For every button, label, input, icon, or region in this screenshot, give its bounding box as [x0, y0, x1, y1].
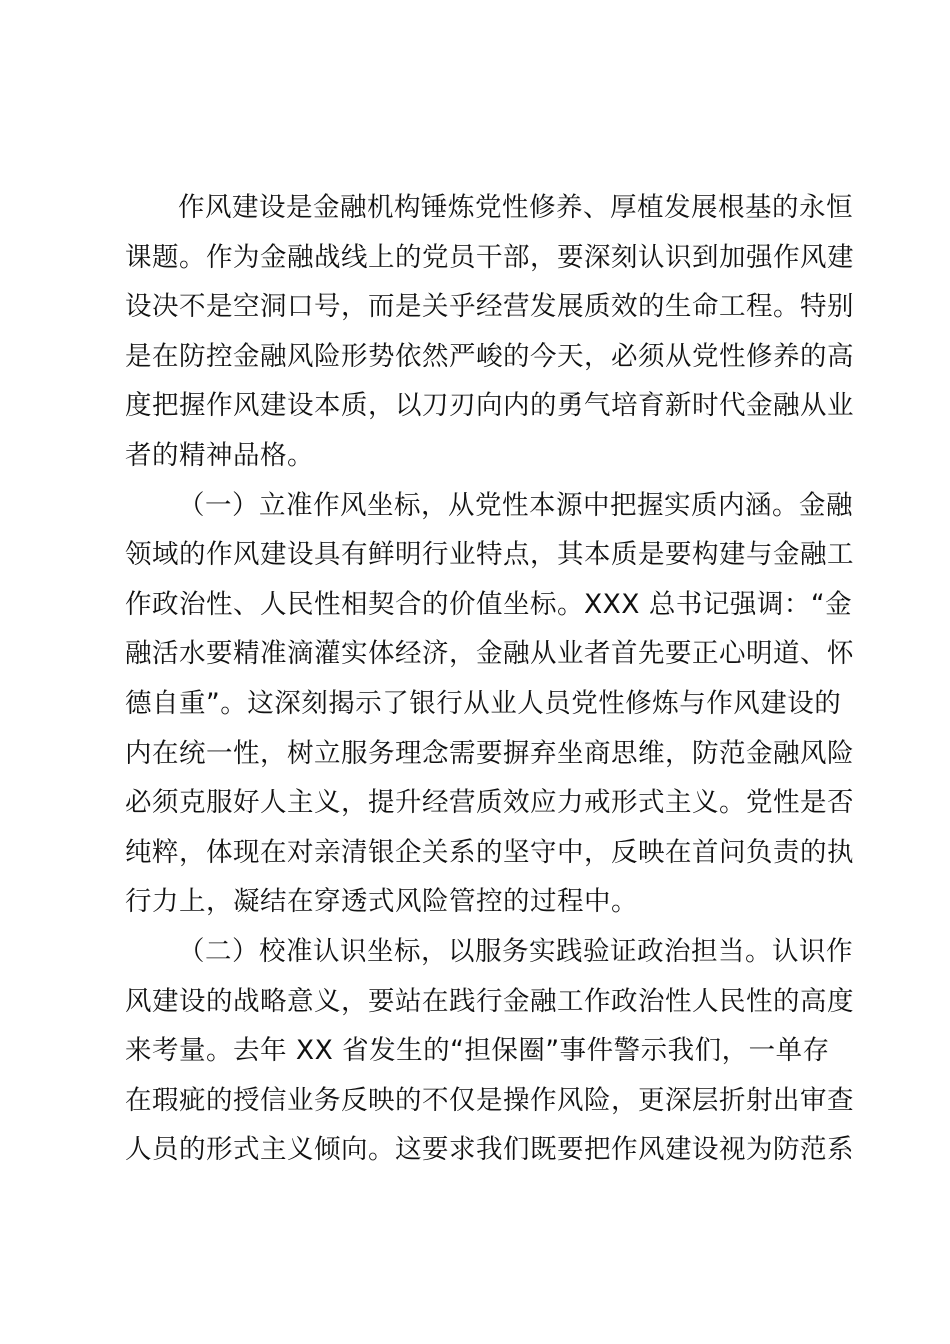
text-line: 是在防控金融风险形势依然严峻的今天，必须从党性修养的高: [125, 340, 854, 372]
text-line: 作政治性、人民性相契合的价值坐标。XXX 总书记强调：“金: [125, 588, 853, 620]
text-line: 来考量。去年 XX 省发生的“担保圈”事件警示我们，一单存: [125, 1035, 830, 1067]
paragraph-2: [125, 481, 854, 927]
text-line: 度把握作风建设本质，以刀刃向内的勇气培育新时代金融从业: [125, 390, 854, 422]
text-line: 作风建设是金融机构锤炼党性修养、厚植发展根基的永恒: [178, 192, 853, 223]
document-body: [125, 183, 854, 1175]
paragraph-3: [125, 927, 854, 1175]
text-line: 领域的作风建设具有鲜明行业特点，其本质是要构建与金融工: [125, 539, 854, 571]
text-line: 必须克服好人主义，提升经营质效应力戒形式主义。党性是否: [125, 787, 854, 819]
text-line: （二）校准认识坐标，以服务实践验证政治担当。认识作: [178, 935, 853, 967]
text-line: 内在统一性，树立服务理念需要摒弃坐商思维，防范金融风险: [125, 737, 854, 769]
text-line: 融活水要精准滴灌实体经济，金融从业者首先要正心明道、怀: [125, 638, 854, 670]
text-line: 设决不是空洞口号，而是关乎经营发展质效的生命工程。特别: [125, 291, 854, 323]
text-line: 在瑕疵的授信业务反映的不仅是操作风险，更深层折射出审查: [125, 1084, 854, 1116]
text-line: 风建设的战略意义，要站在践行金融工作政治性人民性的高度: [125, 985, 854, 1017]
text-line: （一）立准作风坐标，从党性本源中把握实质内涵。金融: [178, 489, 853, 521]
text-line: 行力上，凝结在穿透式风险管控的过程中。: [125, 886, 638, 918]
text-line: 人员的形式主义倾向。这要求我们既要把作风建设视为防范系: [125, 1134, 854, 1166]
text-line: 课题。作为金融战线上的党员干部，要深刻认识到加强作风建: [125, 241, 854, 273]
text-line: 者的精神品格。: [125, 439, 314, 471]
text-line: 德自重”。这深刻揭示了银行从业人员党性修炼与作风建设的: [125, 687, 842, 719]
text-line: 纯粹，体现在对亲清银企关系的坚守中，反映在首问负责的执: [125, 836, 854, 868]
paragraph-1: [125, 183, 854, 481]
